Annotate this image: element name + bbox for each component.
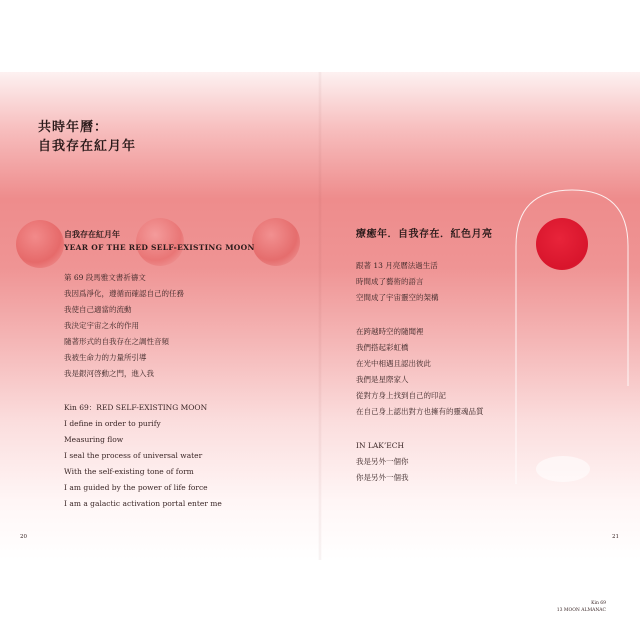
en-line: I define in order to purify [64,419,161,428]
stanza-line: 時間成了藝術的語言 [356,277,424,286]
en-line: I am a galactic activation portal enter me [64,499,222,508]
en-line: I seal the process of universal water [64,451,203,460]
zh-line: 第 69 段馬雅文書祈禱文 [64,273,146,282]
en-line: Measuring flow [64,435,124,444]
heading-line-2: 自我存在紅月年 [38,139,137,154]
closing-line: 你是另外一個我 [356,473,409,482]
page-number-right: 21 [612,534,619,540]
book-gutter [318,72,322,560]
closing-line: 我是另外一個你 [356,457,409,466]
zh-line: 我使自己適當的流動 [64,305,132,314]
stanza-line: 跟著 13 月亮曆法過生活 [356,261,438,270]
stanza-line: 從對方身上找到自己的印記 [356,391,446,400]
heading-line-1: 共時年曆： [38,120,109,135]
en-line: With the self-existing tone of form [64,467,194,476]
zh-line: 我是銀河啓動之門，進入我 [64,369,154,378]
stanza-line: 空間成了宇宙靈空的架構 [356,293,439,302]
left-subtitle: YEAR OF THE RED SELF-EXISTING MOON [64,243,255,252]
running-head-title: 13 MOON ALMANAC [556,608,606,613]
right-title: 療癒年．自我存在．紅色月亮 [356,229,493,240]
zh-line: 我決定宇宙之水的作用 [64,321,139,330]
left-column [64,228,314,512]
stanza-line: 在跨越時空的隨聞裡 [356,327,424,336]
page-number-left: 20 [20,534,27,540]
right-column [356,228,556,486]
zh-line: 我被生命力的力量所引導 [64,353,147,362]
running-head-kin: Kin 69 [591,601,606,606]
left-title: 自我存在紅月年 [64,229,120,239]
en-line: I am guided by the power of life force [64,483,208,492]
kin-label: Kin 69：RED SELF-EXISTING MOON [64,403,208,412]
book-spread [0,72,640,613]
stanza-line: 我們是星際家人 [356,375,409,384]
stanza-line: 我們搭起彩虹橋 [356,343,409,352]
page-heading [38,118,136,156]
stanza-line: 在光中相遇且認出彼此 [356,359,431,368]
stanza-line: 在自己身上認出對方也擁有的靈魂品質 [356,407,484,416]
zh-line: 我因爲淨化，遵循而確認自己的任務 [64,289,184,298]
running-head [556,600,606,614]
closing-title: IN LAK’ECH [356,441,405,450]
zh-line: 隨著形式的自我存在之調性音頻 [64,337,169,346]
moon-circle-1 [16,220,64,268]
